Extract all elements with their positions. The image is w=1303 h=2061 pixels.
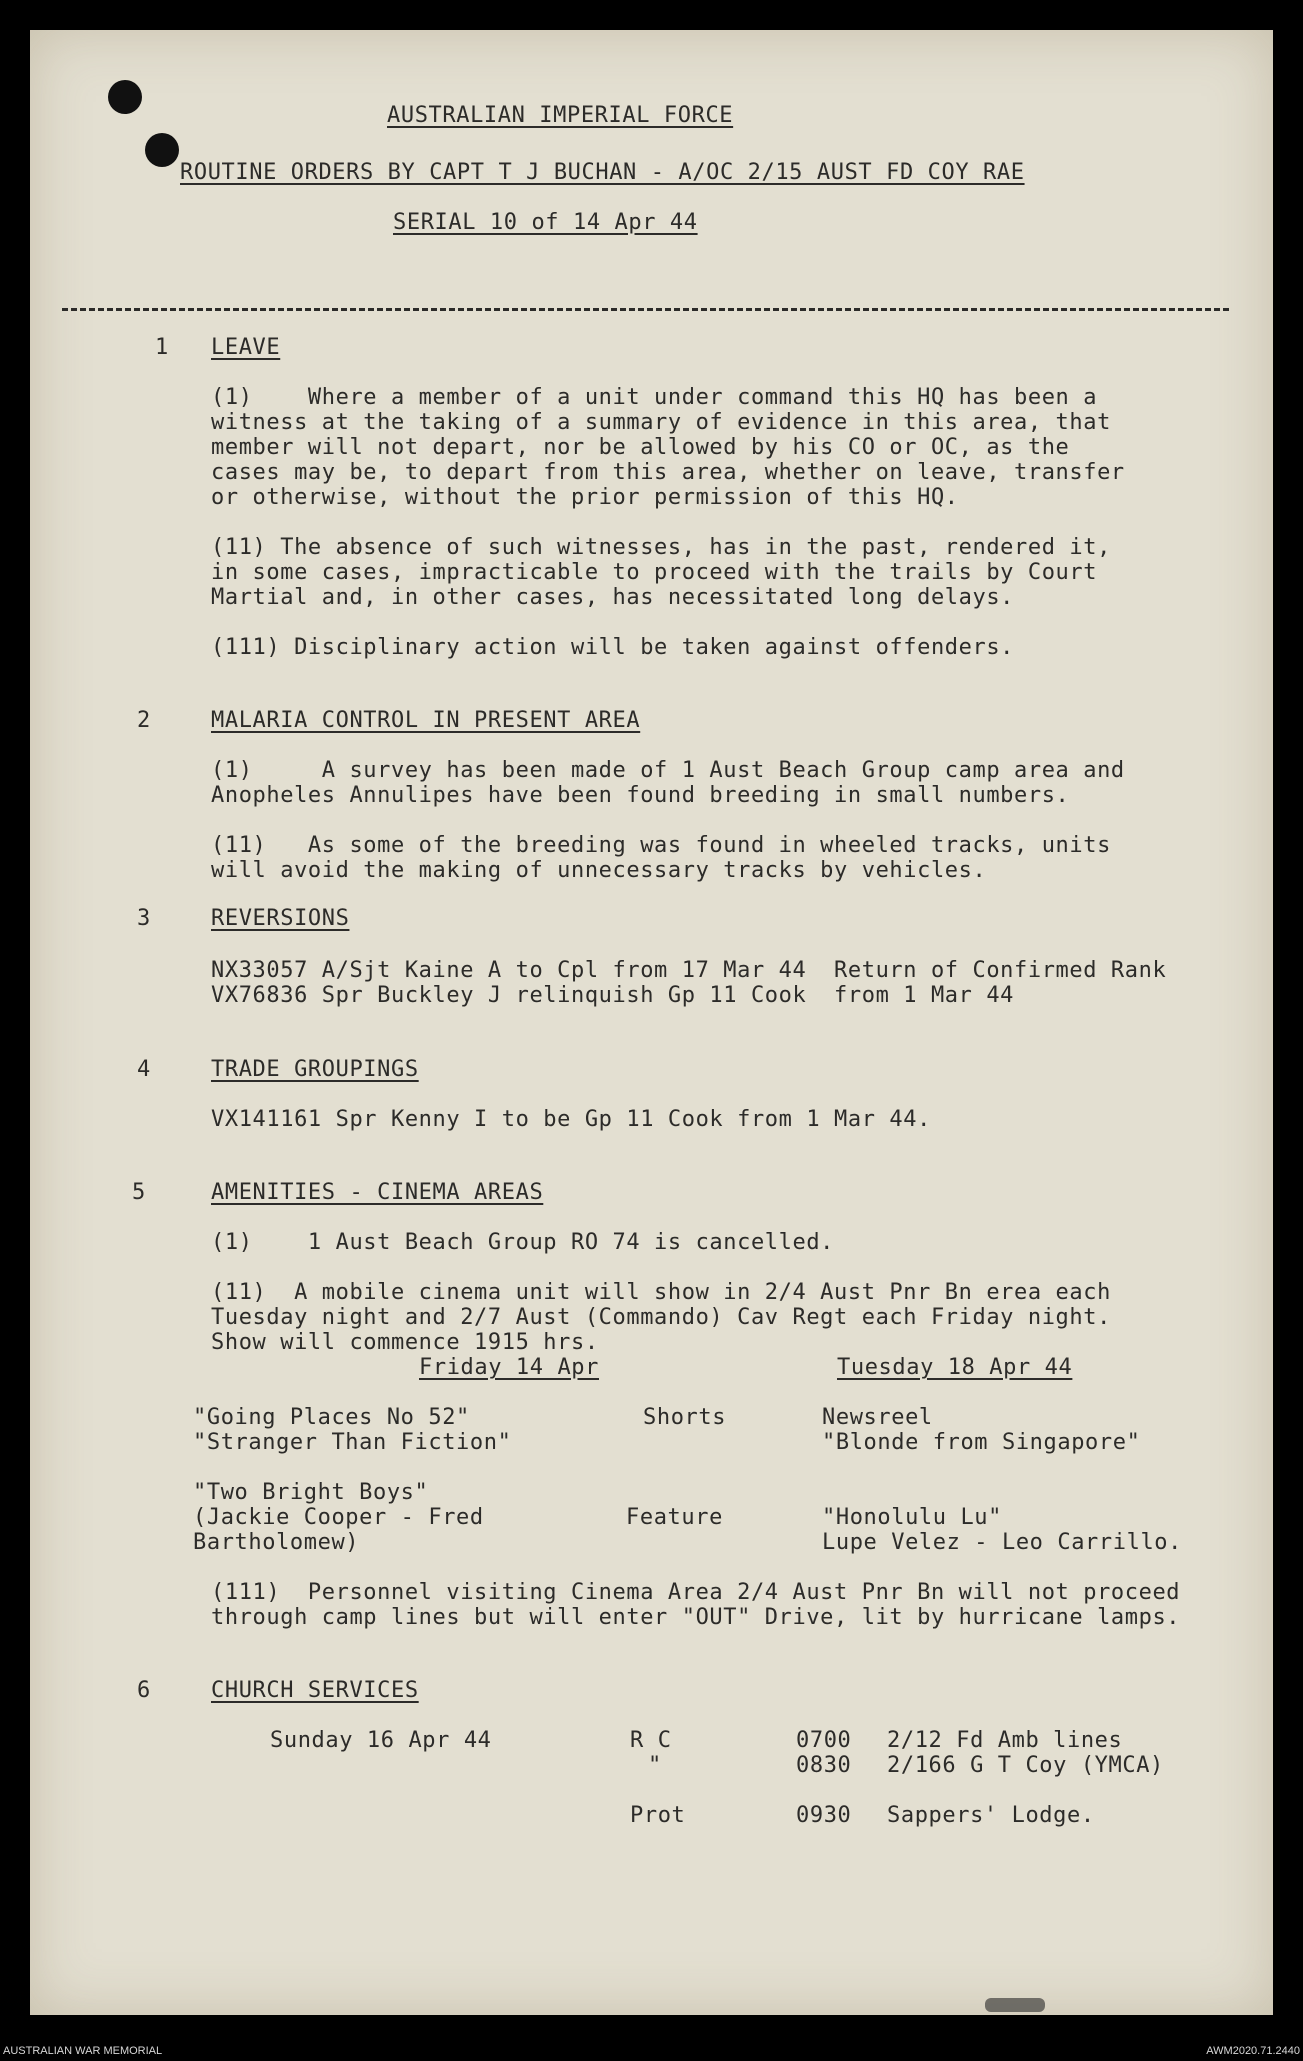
service-time: 0700 bbox=[796, 1728, 852, 1753]
paragraph-line: (111) Personnel visiting Cinema Area 2/4 Aust Pnr Bn will not proceed bbox=[211, 1580, 1181, 1605]
paragraph-line: Anopheles Annulipes have been found breeding in small numbers. bbox=[211, 783, 1070, 808]
cinema-column-heading: Tuesday 18 Apr 44 bbox=[837, 1355, 1073, 1380]
paragraph-line: (1) 1 Aust Beach Group RO 74 is cancelled. bbox=[211, 1230, 835, 1255]
ink-smudge bbox=[985, 1998, 1045, 2012]
record-line: NX33057 A/Sjt Kaine A to Cpl from 17 Mar 44 Return of Confirmed Rank bbox=[211, 958, 1167, 983]
section-number: 1 bbox=[155, 335, 169, 360]
section-title-trade-groupings: TRADE GROUPINGS bbox=[211, 1057, 419, 1082]
section-number: 2 bbox=[137, 708, 151, 733]
paragraph-line: witness at the taking of a summary of evidence in this area, that bbox=[211, 410, 1111, 435]
footer-accession-number: AWM2020.71.2440 bbox=[1206, 2045, 1300, 2057]
header-title: AUSTRALIAN IMPERIAL FORCE bbox=[387, 103, 734, 128]
film-title: "Stranger Than Fiction" bbox=[193, 1430, 512, 1455]
header-serial: SERIAL 10 of 14 Apr 44 bbox=[393, 210, 698, 235]
paragraph-line: Martial and, in other cases, has necessitated long delays. bbox=[211, 585, 1015, 610]
film-title: Newsreel bbox=[822, 1405, 933, 1430]
paragraph-line: (1) Where a member of a unit under command this HQ has been a bbox=[211, 385, 1098, 410]
record-line: VX76836 Spr Buckley J relinquish Gp 11 Cook from 1 Mar 44 bbox=[211, 983, 1015, 1008]
punch-hole bbox=[145, 133, 179, 167]
paragraph-line: through camp lines but will enter "OUT" Drive, lit by hurricane lamps. bbox=[211, 1605, 1181, 1630]
paragraph-line: will avoid the making of unnecessary tracks by vehicles. bbox=[211, 858, 987, 883]
paragraph-line: in some cases, impracticable to proceed with the trails by Court bbox=[211, 560, 1098, 585]
section-number: 3 bbox=[137, 906, 151, 931]
film-title: (Jackie Cooper - Fred bbox=[193, 1505, 484, 1530]
paragraph-line: (1) A survey has been made of 1 Aust Beach Group camp area and bbox=[211, 758, 1125, 783]
paragraph-line: (11) As some of the breeding was found in wheeled tracks, units bbox=[211, 833, 1111, 858]
service-time: 0930 bbox=[796, 1803, 852, 1828]
film-title: "Going Places No 52" bbox=[193, 1405, 470, 1430]
paragraph-line: (11) The absence of such witnesses, has in the past, rendered it, bbox=[211, 535, 1111, 560]
paragraph-line: or otherwise, without the prior permission of this HQ. bbox=[211, 485, 959, 510]
paragraph-line: Tuesday night and 2/7 Aust (Commando) Cav Regt each Friday night. bbox=[211, 1305, 1111, 1330]
film-title: "Two Bright Boys" bbox=[193, 1480, 429, 1505]
section-title-amenities: AMENITIES - CINEMA AREAS bbox=[211, 1180, 544, 1205]
service-place: 2/12 Fd Amb lines bbox=[887, 1728, 1123, 1753]
programme-label: Shorts bbox=[643, 1405, 727, 1430]
service-day: Sunday 16 Apr 44 bbox=[270, 1728, 492, 1753]
paragraph-line: member will not depart, nor be allowed by his CO or OC, as the bbox=[211, 435, 1070, 460]
service-denomination: Prot bbox=[630, 1803, 686, 1828]
record-line: VX141161 Spr Kenny I to be Gp 11 Cook from 1 Mar 44. bbox=[211, 1107, 931, 1132]
film-title: "Blonde from Singapore" bbox=[822, 1430, 1141, 1455]
section-number: 4 bbox=[137, 1057, 151, 1082]
service-denomination: R C bbox=[630, 1728, 672, 1753]
service-place: 2/166 G T Coy (YMCA) bbox=[887, 1753, 1164, 1778]
film-title: "Honolulu Lu" bbox=[822, 1505, 1002, 1530]
cinema-column-heading: Friday 14 Apr bbox=[419, 1355, 599, 1380]
paragraph-line: Show will commence 1915 hrs. bbox=[211, 1330, 599, 1355]
service-time: 0830 bbox=[796, 1753, 852, 1778]
section-title-reversions: REVERSIONS bbox=[211, 906, 350, 931]
programme-label: Feature bbox=[626, 1505, 723, 1530]
header-routine-orders: ROUTINE ORDERS BY CAPT T J BUCHAN - A/OC 2/15 AUST FD COY RAE bbox=[180, 160, 1025, 185]
paragraph-line: cases may be, to depart from this area, whether on leave, transfer bbox=[211, 460, 1125, 485]
film-title: Bartholomew) bbox=[193, 1530, 360, 1555]
paragraph-line: (11) A mobile cinema unit will show in 2/4 Aust Pnr Bn erea each bbox=[211, 1280, 1111, 1305]
service-place: Sappers' Lodge. bbox=[887, 1803, 1095, 1828]
document-page bbox=[30, 30, 1273, 2015]
paragraph-line: (111) Disciplinary action will be taken against offenders. bbox=[211, 635, 1015, 660]
header-divider bbox=[62, 308, 1229, 311]
footer-archive-name: AUSTRALIAN WAR MEMORIAL bbox=[3, 2045, 163, 2057]
film-title: Lupe Velez - Leo Carrillo. bbox=[822, 1530, 1182, 1555]
section-title-malaria: MALARIA CONTROL IN PRESENT AREA bbox=[211, 708, 641, 733]
section-title-leave: LEAVE bbox=[211, 335, 281, 360]
section-number: 5 bbox=[132, 1180, 146, 1205]
section-number: 6 bbox=[137, 1678, 151, 1703]
service-denomination: " bbox=[648, 1753, 662, 1778]
section-title-church-services: CHURCH SERVICES bbox=[211, 1678, 419, 1703]
punch-hole bbox=[108, 80, 142, 114]
